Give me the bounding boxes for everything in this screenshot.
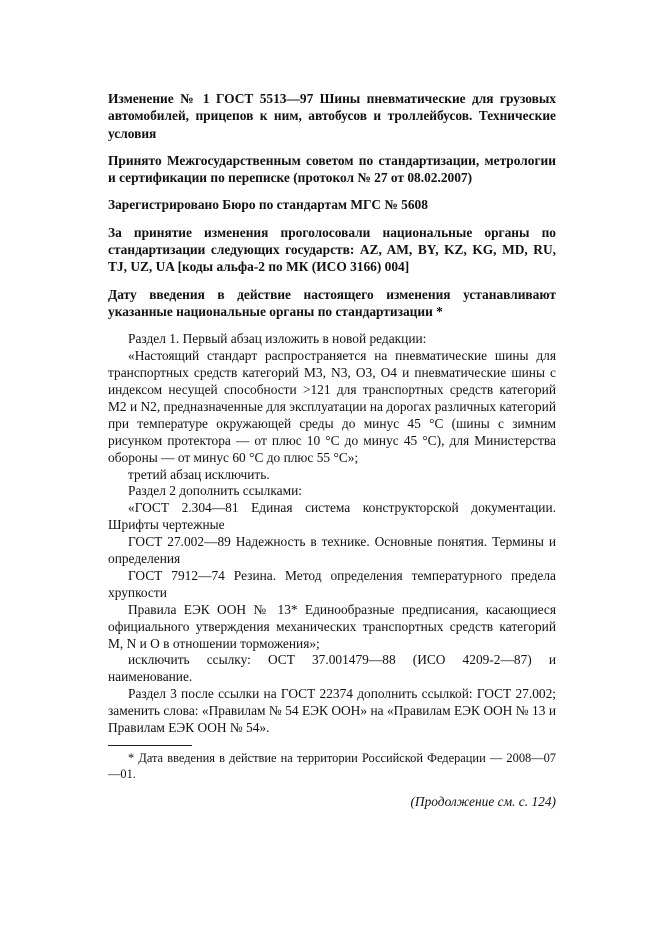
footnote: * Дата введения в действие на территории Российской Федерации — 2008—07—01.	[108, 751, 556, 782]
body-paragraph: Раздел 3 после ссылки на ГОСТ 22374 дополнить ссылкой: ГОСТ 27.002; заменить слова: «Правилам № 54 ЕЭК ООН» на «Правилам ЕЭК ООН № 13 и Правилам ЕЭК ООН № 54».	[108, 686, 556, 736]
body-paragraph: «ГОСТ 2.304—81 Единая система конструкторской документации. Шрифты чертежные	[108, 500, 556, 533]
registration-statement: Зарегистрировано Бюро по стандартам МГС № 5608	[108, 197, 428, 213]
accepted-statement: Принято Межгосударственным советом по стандартизации, метрологии и сертификации по переписке (протокол № 27 от 08.02.2007)	[108, 152, 556, 186]
document-page	[108, 90, 556, 810]
body-paragraph: «Настоящий стандарт распространяется на пневматические шины для транспортных средств категорий М3, N3, О3, О4 и пневматические шины с индексом несущей способности >121 для транспортных средств категорий М2 и N2, предназначенные для эксплуатации на дорогах различных категорий при температуре окружающей среды до минус 45 °С (шины с зимним рисунком протектора — от плюс 10 °С до минус 45 °С), для Министерства обороны — от минус 60 °С до плюс 55 °С»;	[108, 348, 556, 465]
voting-states: За принятие изменения проголосовали национальные органы по стандартизации следующих государств: AZ, AM, BY, KZ, KG, MD, RU, TJ, UZ, UA [коды альфа-2 по МК (ИСО 3166) 004]	[108, 224, 556, 275]
continued-note: (Продолжение см. с. 124)	[410, 794, 556, 810]
body-paragraph: исключить ссылку: ОСТ 37.001479—88 (ИСО 4209-2—87) и наименование.	[108, 652, 556, 685]
body-paragraph: ГОСТ 7912—74 Резина. Метод определения температурного предела хрупкости	[108, 567, 556, 600]
body-paragraph: третий абзац исключить.	[128, 466, 270, 482]
body-paragraph: Раздел 1. Первый абзац изложить в новой редакции:	[128, 331, 427, 347]
body-paragraph: Правила ЕЭК ООН № 13* Единообразные предписания, касающиеся официального утверждения механических транспортных средств категорий М, N и О в отношении торможения»;	[108, 601, 556, 651]
effective-date-statement: Дату введения в действие настоящего изменения устанавливают указанные национальные органы по стандартизации *	[108, 286, 556, 319]
body-paragraph: ГОСТ 27.002—89 Надежность в технике. Основные понятия. Термины и определения	[108, 534, 556, 567]
body-paragraph: Раздел 2 дополнить ссылками:	[128, 483, 302, 499]
change-title: Изменение № 1 ГОСТ 5513—97 Шины пневматические для грузовых автомобилей, прицепов к ним, автобусов и троллейбусов. Технические условия	[108, 91, 556, 141]
footnote-divider	[108, 745, 192, 746]
change-body	[108, 331, 556, 737]
